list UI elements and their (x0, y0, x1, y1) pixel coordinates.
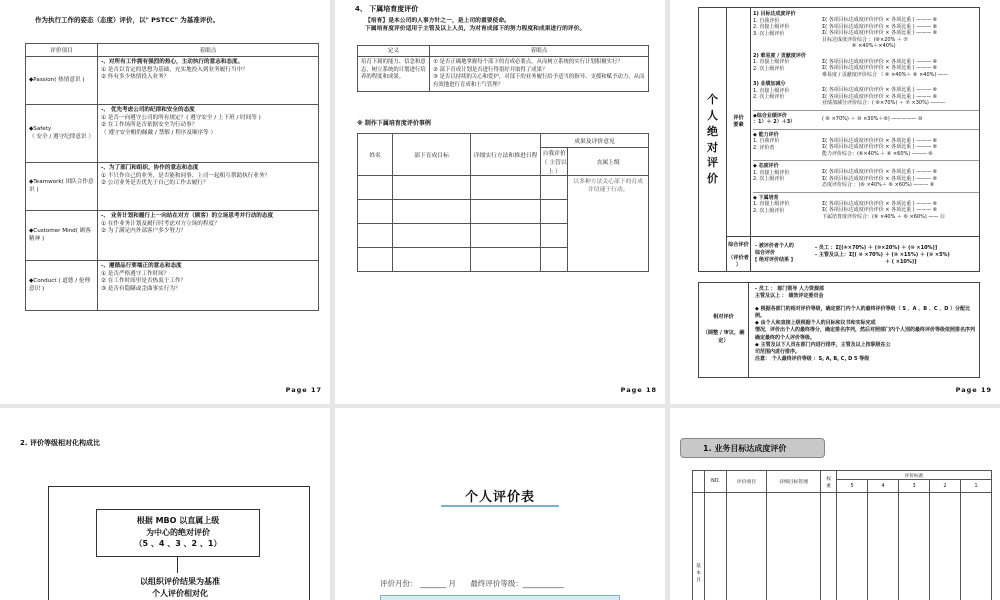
header-result: 成果及评价意见 (541, 134, 649, 148)
row-item: ① 是否严格遵守工作时间？ (101, 270, 170, 277)
form-table-top (380, 595, 620, 600)
table-row (26, 57, 319, 105)
definition-table (357, 45, 649, 92)
evaluation-elements: 1) 目标达成度评价 1. 自我评价 2. 直接上级评价 3. 次上级评价 Σ( 各项目标达成度评价评价 × 各项比重 ) ——— ⑥ Σ( 各项目标达成度评价评价 × 各项比重 ) ——— ⑥ Σ( 各项目标达成度评价评价 × 各项比重 ) ——— ⑥ 目标达成度评价综合 ：(⑥×20% ＋ ⑦ ⑥ ×40%＋×40%) 2) 难易度 / 贡献度评价 1. 直接上级评价 2. 次上级评价 Σ( 各项目标达成度评价评价 × 各项比重 ) ——— ⑥ Σ( 各项目标达成度评价评价 × 各项比重 ) ——— ⑥ 难易度 / 贡献度评价综合 （ ⑥ ×40%＋ ⑥ ×40%) —— 3) 业绩加减分 1. 直接上级评价 2. 次上级评价 Σ( 各项目标达成度评价评价 × 各项比重 ) ——— ⑥ Σ( 各项目标达成度评价评价 × 各项比重 ) ——— ⑥ 业绩加减分评价综合：( ⑥×70%) ＋ ⑦ ×30%) ——— ◆综合业绩评价 ：1）＋ 2）＋3） ( ⑥ ×70%) ＋ ⑩ ×30%＋⑩) ————— ⑩ ◆ 能力评价 1. 自我评价 2. 评价者 Σ( 各项目标达成度评价评价 × 各项比重 ) ——— ⑥ Σ( 各项目标达成度评价评价 × 各项比重 ) ——— ⑥ 能力评价综合：(⑥×40% ＋ ⑥ ×60%) ——— ⑥ ◆ 态度评价 1. 直接上级评价 2. 次上级评价 Σ( 各项目标达成度评价评价 × 各项比重 ) ——— ⑥ Σ( 各项目标达成度评价评价 × 各项比重 ) ——— ⑥ 态度评价综合 ：(⑥ ×40%＋ ⑥ ×60%) ——— ⑥ ◆ 下属培育 1. 直接上级评价 2. 次上级评价 Σ( 各项目标达成度评价评价 × 各项比重 ) ——— ⑥ Σ( 各项目标达成度评价评价 × 各项比重 ) ——— ⑥ 下属培育度评价综合：(⑥ ×40% ＋ ⑥ ×60%) —— ⑪ (753, 11, 979, 220)
vertical-title: 个 人 绝 对 评 价 (699, 8, 727, 271)
element-label: 评价 要素 (727, 8, 751, 236)
row-label: ◆Teamwork( 团队合作意识 ) (26, 163, 98, 211)
relative-text: 以组织评价结果为基准 个人评价相对化 (140, 577, 220, 598)
section-tab: 1. 业务目标达成度评价 (680, 438, 825, 458)
title-underline (441, 505, 559, 507)
example-table (357, 133, 649, 272)
definition-text: 培育下属的能力、信念和意志，树立系统的计划进行培养的程度和成果。 (358, 57, 430, 92)
page-17 (0, 0, 330, 404)
row-item: ① 是否一向遵守公司的所有规定？( 遵守安全 / 上下班 / 时间等 ) (101, 114, 261, 121)
page-21 (335, 408, 665, 600)
composite-evaluation: 综合评价 （评价者 ） - 被评价者个人的 综合评价 [ 绝对评价结果 ] - 员工 ：Σ[(⑥×70%) ＋ (⑩×20%) ＋ (⑩ ×10%)] - 主管及以上：Σ[( ⑩ ×70%) ＋ (⑩ ×15%) ＋ (⑩ ×5%) ＋ ( ×10%)] (727, 236, 979, 271)
subtitle-line: 下属培育度评价适用于主管及以上人员，为对育成部下的努力程度和成果进行的评价。 (365, 26, 586, 33)
page-19 (670, 0, 1000, 404)
absolute-evaluation-box: 根据 MBO 以直属上级 为中心的绝对评价 （5 、4 、3 、2 、1） (96, 509, 260, 557)
side-label: 基 本 目 (693, 493, 705, 600)
row-item: ① 不只作自己的业务，是否能和同事、上司一起相互帮助执行业务？ (101, 172, 271, 179)
row-label: ◆Customer Mind( 顾客精神 ) (26, 211, 98, 261)
ratio-diagram (48, 486, 310, 600)
page-number: Page 18 (620, 386, 657, 394)
page-18 (335, 0, 665, 404)
goal-table: NO. 评价项目 详细目标管理 权 重 评价标准 5 4 3 2 1 基 本 目 (692, 470, 992, 600)
row-item: （ 遵守安全帽的佩戴 / 禁烟 / 程序及顺序等 ） (101, 129, 217, 136)
row-head: -、 业务计划和履行上一向站在对方（顾客）的立场思考并行动的态度 (101, 213, 274, 219)
header-name: 姓名 (358, 134, 393, 176)
page-22 (670, 408, 1000, 600)
row-item: ② 为了满足内外部客户多少努力？ (101, 228, 187, 235)
example-heading: ※ 制作下属培育度评价事例 (357, 120, 431, 127)
row-label: ◆Passion( 热情意识 ) (26, 57, 98, 105)
composite-label: 综合评价 （评价者 ） (727, 237, 751, 272)
row-item: ② 在工作时间里是否热衷于工作？ (101, 278, 187, 285)
table-row (26, 163, 319, 211)
header-plan: 详细实行方法和推进日程 (471, 134, 541, 176)
relative-label: 相对评价 （调整 / 审议，确定） (699, 283, 749, 377)
row-head: -、对所有工作拥有强烈的热心，主动执行的意志和态度。 (101, 59, 244, 65)
row-item: ② 怀有多少热情投入业务？ (101, 74, 170, 81)
row-item: ① 在作业务计划及履行时考虑对方立场的程度？ (101, 220, 220, 227)
relative-evaluation: 相对评价 （调整 / 审议，确定） - 员工 ： 部门领导 人力资源部 主管及以上 ： 绩效评定委员会 ◆ 根据各部门的相对评价等级，确定部门内个人的最终评价等级（ S 、A 、B 、C 、D ）分配比例。 ◆ 由个人和直接上级根据个人的目标和议书和实际完成 情况，评价出个人的最终得分，确定排名序列，然后对照部门内个人別的最终评价等级依照排名序列确定最终的个人评价等级。 ◆ 主管及以下人员在部门内进行排序，主管及以上按职级在公 司范围内进行排序。 注意： 个人最终评价等级 ：S, A, B, C, D 5 等级 (698, 282, 980, 378)
focus-item: ③ 是否以持续的关心和爱护，对部下的业务履行给予适当的指导、支援和赋予动力，从而有效地进行育成和士气管理？ (433, 74, 645, 88)
row-label: ◆Safety （ 安全 / 遵守纪律意识 ） (26, 105, 98, 163)
table-row (26, 105, 319, 163)
header-weight: 权 重 (821, 471, 837, 493)
arrow-down-icon (177, 557, 178, 573)
focus-item: ① 是否正确地掌握每个部下的育成必要点，从而树立系统的实行计划积极实行？ (433, 59, 623, 65)
row-item: ① 是否以肯定的思想为基础，充实地投入到业务履行当中？ (101, 66, 248, 73)
header-item: 评价项目 (727, 471, 767, 493)
page-number: Page 19 (955, 386, 992, 394)
table-row (26, 261, 319, 311)
row-label: ◆Conduct ( 道德 / 伦理意识 ) (26, 261, 98, 311)
header-self: 自我评价 （ 主管以上 ） (541, 148, 568, 176)
section-heading: 4、 下属培育度评价 (355, 5, 419, 13)
absolute-evaluation-frame (698, 7, 980, 272)
header-detail: 详细目标管理 (767, 471, 821, 493)
header-direct: 直属上级 (568, 148, 649, 176)
page-20 (0, 408, 330, 600)
page-number: Page 17 (285, 386, 322, 394)
page-intro: 作为执行工作的姿态（态度）评价，以" PSTCC" 为基准评价。 (35, 16, 220, 24)
header-item: 评价项目 (26, 44, 98, 57)
row-head: -、 优先考虑公司的纪律和安全的态度 (101, 107, 195, 113)
table-row (26, 211, 319, 261)
form-meta: 评价月份： _______ 月 最终评价等级：___________ (380, 579, 565, 588)
header-no: NO. (705, 471, 727, 493)
header-goal: 部下育成目标 (393, 134, 471, 176)
header-focus: 着眼点 (430, 46, 649, 57)
section-heading: 2. 评价等级相对化构成比 (20, 439, 100, 447)
focus-item: ② 部下育成计划是否进行得很好并取得了成果？ (433, 66, 548, 73)
form-title: 个人评价表 (464, 490, 535, 505)
example-note: 以多种方法关心部下的育成并切速于行动。 (568, 176, 649, 272)
header-score: 评价标准 (837, 471, 992, 480)
subtitle-line: 【培育】是本公司的人事方针之一，是上司的重要使命。 (365, 18, 510, 24)
header-focus: 着眼点 (98, 44, 319, 57)
row-head: -、遵循品行要端正的意志和态度 (101, 263, 182, 269)
row-item: ③ 是否有隐瞒或歪曲事实行为？ (101, 285, 181, 292)
row-item: ② 公司业务是否优先于自己的工作去履行？ (101, 180, 209, 187)
pstcc-table (25, 43, 319, 311)
header-definition: 定义 (358, 46, 430, 57)
row-item: ② 在工作场所是否依据安全为行动事？ (101, 122, 198, 129)
row-head: -、为了部门和组织，协作的意志和态度 (101, 165, 199, 171)
